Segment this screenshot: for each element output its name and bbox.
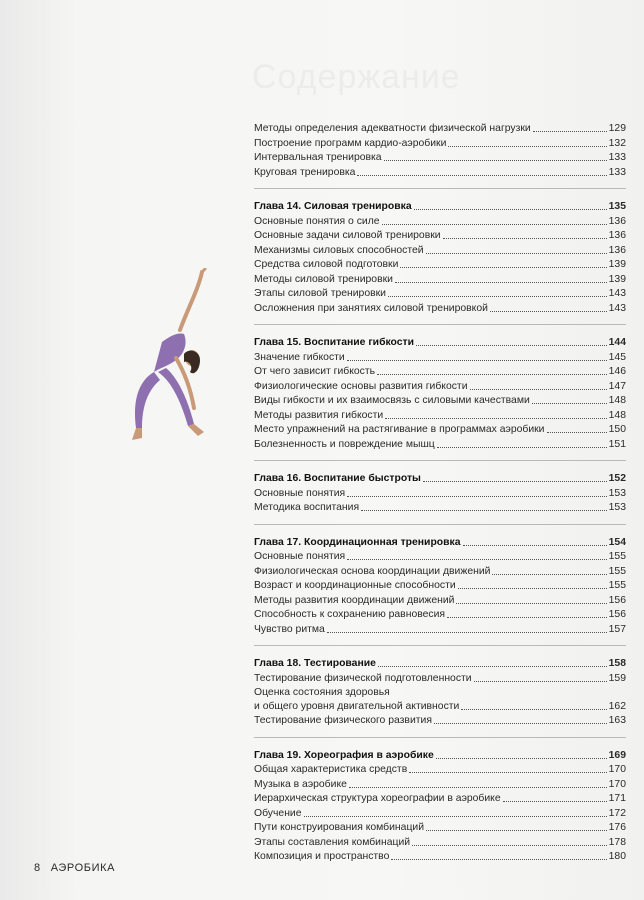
entry-title: Чувство ритма [254, 623, 325, 635]
toc-entry[interactable] [254, 807, 626, 822]
entry-page: 176 [608, 822, 626, 833]
chapter-page: 152 [608, 473, 626, 484]
toc-entry[interactable] [254, 672, 626, 687]
entry-page: 155 [608, 551, 626, 562]
entry-page: 155 [608, 565, 626, 577]
chapter-title: Глава 16. Воспитание быстроты [254, 473, 421, 484]
dot-leader [492, 565, 606, 575]
toc-entry[interactable] [254, 550, 626, 565]
toc-entry[interactable] [254, 365, 626, 380]
chapter-heading[interactable] [254, 336, 626, 351]
toc-entry[interactable] [254, 565, 626, 580]
dot-leader [347, 550, 607, 560]
dot-leader [382, 215, 607, 225]
toc-entry[interactable] [254, 394, 626, 409]
toc-entry[interactable] [254, 700, 626, 715]
dot-leader [547, 423, 607, 433]
entry-page: 150 [608, 424, 626, 435]
toc-entry[interactable] [254, 287, 626, 302]
entry-title: Методы развития гибкости [254, 409, 384, 421]
chapter-title: Глава 15. Воспитание гибкости [254, 337, 415, 348]
dot-leader [400, 258, 606, 268]
chapter-heading[interactable] [254, 200, 626, 215]
toc-entry[interactable] [254, 244, 626, 259]
dot-leader [437, 438, 607, 448]
entry-title: Методы развития координации движений [254, 594, 455, 606]
dot-leader [304, 807, 607, 817]
entry-page: 133 [608, 166, 626, 178]
toc-entry[interactable] [254, 836, 626, 851]
entry-page: 157 [608, 623, 626, 635]
entry-title: Болезненность и повреждение мышц [254, 438, 435, 450]
toc-entry[interactable] [254, 151, 626, 166]
dot-leader [532, 394, 607, 404]
entry-page: 145 [608, 351, 626, 363]
entry-page: 171 [608, 793, 626, 804]
dot-leader [414, 200, 607, 210]
dot-leader [416, 336, 607, 346]
entry-page: 172 [608, 807, 626, 819]
dot-leader [378, 657, 607, 667]
toc-entry[interactable] [254, 821, 626, 836]
dot-leader [384, 151, 607, 161]
entry-title: Физиологическая основа координации движений [254, 565, 491, 577]
chapter-heading[interactable] [254, 536, 626, 551]
entry-title: Оценка состояния здоровья [254, 687, 390, 698]
toc-entry[interactable] [254, 850, 626, 865]
entry-title: Круговая тренировка [254, 166, 356, 178]
dot-leader [391, 850, 606, 860]
entry-page: 147 [608, 380, 626, 392]
toc-entry[interactable] [254, 792, 626, 807]
chapter-title: Глава 18. Тестирование [254, 658, 376, 669]
entry-title: Методы определения адекватности физической нагрузки [254, 123, 531, 134]
entry-page: 156 [608, 609, 626, 620]
toc-entry[interactable] [254, 763, 626, 778]
entry-title: Механизмы силовых способностей [254, 244, 424, 256]
toc-entry[interactable] [254, 351, 626, 366]
dot-leader [347, 351, 607, 361]
entry-page: 178 [608, 836, 626, 848]
toc-entry[interactable] [254, 579, 626, 594]
entry-title: Средства силовой подготовки [254, 259, 399, 270]
page-footer [34, 862, 115, 874]
entry-page: 136 [608, 215, 626, 227]
entry-title: Пути конструирования комбинаций [254, 822, 425, 833]
toc-entry[interactable] [254, 438, 626, 453]
entry-title: Тестирование физической подготовленности [254, 672, 472, 684]
dot-leader [447, 608, 607, 618]
dot-leader [361, 501, 607, 511]
table-of-contents [254, 122, 626, 865]
toc-entry[interactable] [254, 778, 626, 793]
chapter-heading[interactable] [254, 749, 626, 764]
entry-title: Основные задачи силовой тренировки [254, 230, 441, 241]
toc-entry[interactable] [254, 487, 626, 502]
entry-page: 155 [608, 580, 626, 591]
dot-leader [395, 273, 607, 283]
dot-leader [470, 380, 607, 390]
dot-leader [385, 409, 606, 419]
dot-leader [423, 472, 607, 482]
toc-entry[interactable] [254, 608, 626, 623]
toc-entry-first-line[interactable] [254, 686, 626, 700]
footer-section-title: АЭРОБИКА [50, 862, 116, 874]
entry-page: 151 [608, 438, 626, 450]
entry-page: 170 [608, 764, 626, 775]
entry-page: 136 [608, 230, 626, 241]
dot-leader [443, 229, 607, 239]
section-divider [254, 460, 626, 461]
footer-page-number: 8 [34, 862, 41, 874]
entry-page: 129 [608, 123, 626, 134]
dot-leader [533, 122, 607, 132]
dot-leader [412, 836, 607, 846]
entry-page: 153 [608, 487, 626, 499]
chapter-title: Глава 19. Хореография в аэробике [254, 749, 434, 761]
dot-leader [436, 749, 607, 759]
dot-leader [434, 714, 607, 724]
entry-title: Возраст и координационные способности [254, 580, 456, 591]
entry-page: 139 [608, 273, 626, 285]
entry-title: От чего зависит гибкость [254, 366, 376, 377]
toc-entry[interactable] [254, 122, 626, 137]
dot-leader [463, 536, 607, 546]
toc-entry[interactable] [254, 501, 626, 516]
chapter-page: 169 [608, 749, 626, 761]
section-divider [254, 188, 626, 189]
toc-entry[interactable] [254, 423, 626, 438]
entry-page: 143 [608, 302, 626, 314]
toc-intro-group [254, 122, 626, 180]
entry-title: Основные понятия [254, 551, 346, 562]
entry-page: 180 [608, 851, 626, 862]
chapter-page: 135 [608, 201, 626, 212]
entry-page: 133 [608, 152, 626, 163]
entry-page: 156 [608, 594, 626, 606]
section-divider [254, 524, 626, 525]
entry-title: Тестирование физического развития [254, 715, 432, 726]
toc-entry[interactable] [254, 229, 626, 244]
entry-title: и общего уровня двигательной активности [254, 700, 460, 712]
dot-leader [347, 487, 607, 497]
entry-title: Общая характеристика средств [254, 764, 408, 775]
toc-entry[interactable] [254, 714, 626, 729]
chapter-title: Глава 17. Координационная тренировка [254, 536, 461, 548]
dot-leader [426, 244, 607, 254]
toc-entry[interactable] [254, 215, 626, 230]
dot-leader [409, 763, 606, 773]
entry-page: 139 [608, 259, 626, 270]
entry-page: 162 [608, 700, 626, 712]
toc-entry[interactable] [254, 380, 626, 395]
entry-title: Построение программ кардио-аэробики [254, 137, 447, 149]
toc-entry[interactable] [254, 137, 626, 152]
entry-page: 143 [608, 288, 626, 299]
entry-title: Значение гибкости [254, 351, 345, 363]
chapter-page: 158 [608, 658, 626, 669]
entry-title: Физиологические основы развития гибкости [254, 380, 468, 392]
entry-title: Осложнения при занятиях силовой тренировкой [254, 302, 488, 314]
entry-title: Методика воспитания [254, 502, 360, 513]
entry-title: Основные понятия [254, 487, 346, 499]
entry-page: 148 [608, 409, 626, 421]
chapter-heading[interactable] [254, 657, 626, 672]
toc-entry[interactable] [254, 302, 626, 317]
dot-leader [503, 792, 607, 802]
dot-leader [388, 287, 607, 297]
entry-title: Место упражнений на растягивание в программах аэробики [254, 424, 545, 435]
entry-title: Методы силовой тренировки [254, 273, 393, 285]
toc-entry[interactable] [254, 594, 626, 609]
section-divider [254, 324, 626, 325]
section-divider [254, 645, 626, 646]
entry-title: Интервальная тренировка [254, 152, 382, 163]
dot-leader [357, 166, 606, 176]
dot-leader [377, 365, 607, 375]
chapter-page: 144 [608, 337, 626, 348]
entry-page: 132 [608, 137, 626, 149]
entry-page: 170 [608, 778, 626, 790]
dot-leader [426, 821, 607, 831]
toc-entry[interactable] [254, 166, 626, 181]
entry-page: 148 [608, 395, 626, 406]
toc-entry[interactable] [254, 409, 626, 424]
dot-leader [490, 302, 607, 312]
entry-title: Этапы составления комбинаций [254, 836, 411, 848]
entry-page: 163 [608, 715, 626, 726]
faded-heading-watermark: Содержание [252, 58, 461, 96]
dot-leader [448, 137, 606, 147]
entry-title: Способность к сохранению равновесия [254, 609, 446, 620]
entry-page: 153 [608, 502, 626, 513]
dot-leader [349, 778, 607, 788]
chapter-heading[interactable] [254, 472, 626, 487]
chapter-title: Глава 14. Силовая тренировка [254, 201, 412, 212]
entry-page: 159 [608, 672, 626, 684]
entry-title: Виды гибкости и их взаимосвязь с силовыми качествами [254, 395, 530, 406]
entry-title: Этапы силовой тренировки [254, 288, 386, 299]
toc-entry[interactable] [254, 623, 626, 638]
section-divider [254, 737, 626, 738]
dot-leader [456, 594, 606, 604]
entry-title: Обучение [254, 807, 302, 819]
dot-leader [327, 623, 607, 633]
toc-entry[interactable] [254, 258, 626, 273]
entry-title: Основные понятия о силе [254, 215, 380, 227]
dot-leader [474, 672, 607, 682]
entry-title: Музыка в аэробике [254, 778, 347, 790]
dancer-illustration [118, 268, 218, 448]
entry-title: Иерархическая структура хореографии в аэробике [254, 793, 501, 804]
dot-leader [461, 700, 606, 710]
entry-title: Композиция и пространство [254, 851, 390, 862]
chapter-page: 154 [608, 536, 626, 548]
entry-page: 146 [608, 366, 626, 377]
entry-page: 136 [608, 244, 626, 256]
dot-leader [458, 579, 607, 589]
toc-entry[interactable] [254, 273, 626, 288]
